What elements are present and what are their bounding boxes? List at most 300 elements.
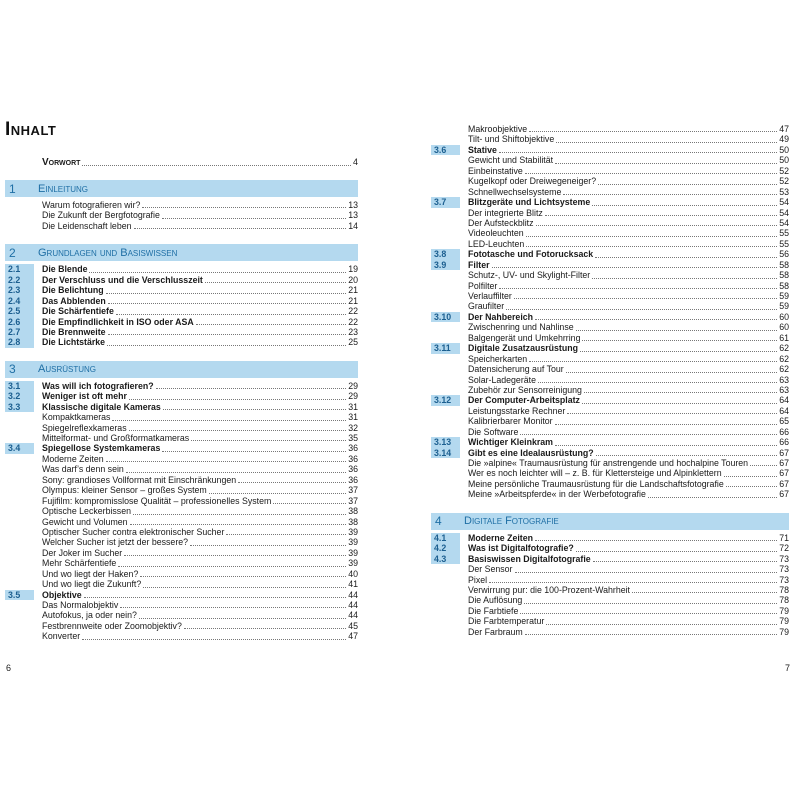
leader-dots [576, 544, 777, 552]
toc-section-row[interactable] [5, 443, 358, 453]
section-number: 3.12 [431, 395, 460, 405]
entry-title: LED-Leuchten [468, 238, 525, 249]
page-ref: 41 [348, 579, 358, 590]
toc-entry-row[interactable] [431, 375, 789, 385]
entry-title: Basiswissen Digitalfotografie [468, 553, 591, 564]
toc-entry-row[interactable] [5, 496, 358, 506]
page-ref: 31 [348, 401, 358, 412]
leader-dots [107, 338, 346, 346]
entry-title: Tilt- und Shiftobjektive [468, 134, 555, 145]
page-ref: 39 [348, 537, 358, 548]
toc-entry-row[interactable] [5, 631, 358, 641]
toc-entry-row[interactable] [431, 239, 789, 249]
page-ref: 53 [779, 186, 789, 197]
page-ref: 73 [779, 574, 789, 585]
leader-dots [584, 385, 777, 393]
section-number: 3.7 [431, 197, 460, 207]
section-number: 3.14 [431, 448, 460, 458]
toc-entry-row[interactable] [431, 468, 789, 478]
entry-title: Klassische digitale Kameras [42, 401, 161, 412]
page-ref: 65 [779, 416, 789, 427]
toc-section-row[interactable] [431, 260, 789, 270]
leader-dots [492, 260, 777, 268]
page-ref: 47 [348, 631, 358, 642]
page-ref: 55 [779, 228, 789, 239]
section-number: 3.3 [5, 402, 34, 412]
toc-section-row[interactable] [431, 448, 789, 458]
toc-section-row[interactable] [431, 249, 789, 259]
leader-dots [648, 490, 777, 498]
leader-dots [82, 158, 351, 166]
page-ref: 31 [348, 412, 358, 423]
entry-title: Schutz-, UV- und Skylight-Filter [468, 270, 591, 281]
section-number: 2.2 [5, 275, 34, 285]
toc-entry-row[interactable] [5, 475, 358, 485]
toc-section-row[interactable] [431, 145, 789, 155]
page-ref: 44 [348, 600, 358, 610]
leader-dots [118, 559, 346, 567]
page-ref: 66 [779, 426, 789, 437]
toc-section-row[interactable] [5, 306, 358, 316]
entry-title: Schnellwechselsysteme [468, 186, 562, 197]
leader-dots [499, 281, 777, 289]
entry-title: Und wo liegt der Haken? [42, 568, 139, 579]
leader-dots [582, 333, 777, 341]
toc-entry-row[interactable] [431, 218, 789, 228]
leader-dots [525, 627, 777, 635]
toc-entry-row[interactable] [431, 458, 789, 468]
toc-entry-row[interactable] [431, 595, 789, 605]
entry-title: Die Belichtung [42, 285, 104, 296]
page-ref: 47 [779, 124, 789, 134]
toc-entry-row[interactable] [431, 489, 789, 499]
section-number: 2.4 [5, 296, 34, 306]
page-ref: 32 [348, 422, 358, 433]
entry-title: Die Empfindlichkeit in ISO oder ASA [42, 316, 194, 327]
entry-title: Zubehör zur Sensorreinigung [468, 384, 582, 395]
toc-entry-row[interactable] [5, 200, 358, 210]
entry-title: Polfilter [468, 280, 498, 291]
toc-entry-row[interactable] [5, 433, 358, 443]
toc-entry-row[interactable] [431, 155, 789, 165]
leader-dots [524, 596, 777, 604]
leader-dots [595, 250, 777, 258]
page-ref: 14 [348, 220, 358, 231]
entry-title: Der Nahbereich [468, 311, 534, 322]
leader-dots [129, 423, 346, 431]
page-ref: 13 [348, 200, 358, 210]
toc-entry-row[interactable] [431, 627, 789, 637]
leader-dots [489, 575, 777, 583]
chapter-heading[interactable] [5, 180, 358, 197]
entry-title: Der Computer-Arbeitsplatz [468, 395, 580, 406]
page-ref: 36 [348, 464, 358, 475]
chapter-title: Einleitung [38, 182, 89, 195]
entry-title: Gibt es eine Idealausrüstung? [468, 447, 594, 458]
leader-dots [598, 177, 777, 185]
entry-title: Datensicherung auf Tour [468, 364, 564, 375]
toc-entry-row[interactable] [431, 354, 789, 364]
entry-title: Die Schärfentiefe [42, 306, 114, 317]
entry-title: Graufilter [468, 301, 505, 312]
toc-entry-row[interactable] [5, 210, 358, 220]
page-ref: 66 [779, 437, 789, 448]
toc-entry-row[interactable] [5, 621, 358, 631]
entry-title: Optische Leckerbissen [42, 506, 131, 517]
toc-section-row[interactable] [5, 296, 358, 306]
leader-dots [156, 381, 346, 389]
leader-dots [139, 611, 346, 619]
toc-section-row[interactable] [5, 317, 358, 327]
page-ref: 38 [348, 506, 358, 517]
leader-dots [134, 221, 347, 229]
entry-title: Die Lichtstärke [42, 337, 106, 348]
toc-section-row[interactable] [431, 197, 789, 207]
leader-dots [529, 124, 777, 132]
leader-dots [273, 496, 346, 504]
toc-entry-row[interactable] [431, 208, 789, 218]
leader-dots [124, 548, 346, 556]
toc-section-row[interactable] [431, 343, 789, 353]
entry-title: Wichtiger Kleinkram [468, 437, 553, 448]
section-number: 3.13 [431, 437, 460, 447]
leader-dots [520, 606, 777, 614]
chapter-number: 2 [9, 245, 16, 260]
foreword-entry[interactable] [42, 157, 358, 168]
section-number: 3.1 [5, 381, 34, 391]
page-ref: 19 [348, 264, 358, 275]
page-ref: 64 [779, 395, 789, 406]
toc-entry-row[interactable] [5, 423, 358, 433]
entry-title: Sony: grandioses Vollformat mit Einschränkungen [42, 474, 237, 485]
leader-dots [120, 600, 346, 608]
page-ref: 20 [348, 274, 358, 285]
page-ref: 22 [348, 306, 358, 317]
entry-title: Die Software [468, 426, 519, 437]
section-number: 3.5 [5, 590, 34, 600]
toc-section-row[interactable] [5, 391, 358, 401]
page-ref: 60 [779, 322, 789, 333]
toc-entry-row[interactable] [431, 134, 789, 144]
leader-dots [593, 554, 777, 562]
page-ref: 58 [779, 270, 789, 281]
leader-dots [566, 365, 777, 373]
toc-entry-row[interactable] [431, 575, 789, 585]
entry-title: Leistungsstarke Rechner [468, 405, 566, 416]
page-ref: 59 [779, 291, 789, 301]
chapter-number: 1 [9, 181, 16, 196]
chapter-heading[interactable] [431, 513, 789, 530]
entry-title: Der Joker im Sucher [42, 547, 123, 558]
leader-dots [130, 517, 346, 525]
leader-dots [726, 479, 777, 487]
entry-title: Die »alpine« Traumausrüstung für anstrengende und hochalpine Touren [468, 458, 749, 468]
toc-section-row[interactable] [5, 327, 358, 337]
entry-title: Die Auflösung [468, 595, 523, 606]
section-number: 4.3 [431, 554, 460, 564]
chapter-title: Ausrüstung [38, 363, 97, 376]
page-ref: 61 [779, 332, 789, 343]
section-number: 3.11 [431, 343, 460, 353]
toc-entry-row[interactable] [5, 412, 358, 422]
entry-title: Mittelformat- und Großformatkameras [42, 433, 190, 443]
entry-title: Und wo liegt die Zukunft? [42, 579, 142, 590]
toc-entry-row[interactable] [431, 416, 789, 426]
page-ref: 67 [779, 468, 789, 479]
toc-entry-row[interactable] [431, 228, 789, 238]
page-ref: 58 [779, 259, 789, 270]
toc-section-row[interactable] [5, 590, 358, 600]
toc-entry-row[interactable] [431, 564, 789, 574]
section-number: 2.1 [5, 264, 34, 274]
page-ref: 36 [348, 443, 358, 454]
leader-dots [82, 632, 346, 640]
toc-entry-row[interactable] [5, 527, 358, 537]
leader-dots [209, 486, 346, 494]
entry-title: Verlauffilter [468, 291, 512, 301]
leader-dots [555, 417, 777, 425]
toc-entry-row[interactable] [431, 333, 789, 343]
toc-entry-row[interactable] [5, 548, 358, 558]
toc-entry-row[interactable] [431, 585, 789, 595]
page-ref: 25 [348, 337, 358, 348]
entry-title: Balgengerät und Umkehrring [468, 332, 581, 343]
toc-entry-row[interactable] [431, 606, 789, 616]
toc-entry-row[interactable] [431, 187, 789, 197]
section-number: 2.7 [5, 327, 34, 337]
chapter-heading[interactable] [5, 244, 358, 261]
leader-dots [535, 533, 777, 541]
entry-title: Die Blende [42, 264, 88, 275]
entry-title: Was will ich fotografieren? [42, 380, 154, 391]
chapter-spacer [5, 231, 358, 244]
leader-dots [89, 265, 346, 273]
toc-entry-row[interactable] [431, 385, 789, 395]
page-ref: 78 [779, 595, 789, 606]
page-ref: 63 [779, 374, 789, 385]
page-ref: 36 [348, 453, 358, 464]
toc-entry-row[interactable] [431, 364, 789, 374]
entry-title: Die Zukunft der Bergfotografie [42, 210, 160, 221]
leader-dots [563, 187, 777, 195]
toc-entry-row[interactable] [431, 406, 789, 416]
entry-title: Zwischenring und Nahlinse [468, 322, 574, 333]
entry-title: Optischer Sucher contra elektronischer Sucher [42, 526, 225, 537]
section-number: 2.5 [5, 306, 34, 316]
leader-dots [205, 275, 346, 283]
leader-dots [520, 427, 777, 435]
leader-dots [535, 312, 777, 320]
entry-title: Der Sensor [468, 564, 513, 575]
leader-dots [133, 507, 346, 515]
section-number: 3.8 [431, 249, 460, 259]
page-ref: 54 [779, 197, 789, 208]
leader-dots [596, 448, 777, 456]
entry-title: Konverter [42, 631, 81, 642]
toc-entry-row[interactable] [5, 454, 358, 464]
leader-dots [112, 413, 346, 421]
page-ref: 56 [779, 249, 789, 260]
toc-entry-row[interactable] [5, 506, 358, 516]
toc-section-row[interactable] [431, 312, 789, 322]
entry-title: Fototasche und Fotorucksack [468, 249, 594, 260]
toc-entry-row[interactable] [431, 479, 789, 489]
entry-title: Der Verschluss und die Verschlusszeit [42, 274, 203, 285]
toc-section-row[interactable] [5, 264, 358, 274]
entry-title: Weniger ist oft mehr [42, 391, 127, 402]
leader-dots [129, 392, 346, 400]
leader-dots [592, 271, 777, 279]
leader-dots [514, 291, 777, 299]
page-ref: 36 [348, 474, 358, 485]
toc-entry-row[interactable] [5, 221, 358, 231]
section-number: 2.6 [5, 317, 34, 327]
section-number: 2.3 [5, 285, 34, 295]
page-ref: 49 [779, 134, 789, 145]
page-ref: 62 [779, 343, 789, 354]
toc-section-row[interactable] [431, 543, 789, 553]
page-ref: 62 [779, 353, 789, 364]
entry-title: Spiegellose Systemkameras [42, 443, 161, 454]
toc-section-row[interactable] [5, 402, 358, 412]
toc-entry-row[interactable] [431, 270, 789, 280]
leader-dots [580, 344, 777, 352]
leader-dots [576, 323, 777, 331]
page-ref: 71 [779, 532, 789, 543]
entry-title: Meine persönliche Traumausrüstung für die Landschaftsfotografie [468, 478, 724, 489]
page-ref: 50 [779, 155, 789, 166]
entry-title: Solar-Ladegeräte [468, 374, 536, 385]
entry-title: Moderne Zeiten [42, 453, 104, 464]
leader-dots [196, 317, 346, 325]
page-ref: 35 [348, 433, 358, 443]
leader-dots [538, 375, 777, 383]
leader-dots [142, 200, 346, 208]
toc-section-row[interactable] [5, 381, 358, 391]
page-ref: 50 [779, 144, 789, 155]
toc-section-row[interactable] [431, 533, 789, 543]
leader-dots [567, 406, 777, 414]
leader-dots [545, 208, 777, 216]
page-ref: 52 [779, 165, 789, 176]
page-ref: 54 [779, 207, 789, 218]
leader-dots [184, 621, 346, 629]
toc-entry-row[interactable] [5, 485, 358, 495]
chapter-spacer [431, 500, 789, 513]
leader-dots [108, 327, 346, 335]
toc-entry-row[interactable] [5, 610, 358, 620]
page-ref: 29 [348, 391, 358, 402]
toc-entry-row[interactable] [5, 600, 358, 610]
page-ref: 39 [348, 547, 358, 558]
leader-dots [140, 569, 346, 577]
toc-entry-row[interactable] [431, 616, 789, 626]
toc-section-row[interactable] [431, 395, 789, 405]
toc-entry-row[interactable] [5, 558, 358, 568]
leader-dots [143, 580, 346, 588]
page-ref: 67 [779, 478, 789, 489]
toc-entry-row[interactable] [431, 124, 789, 134]
leader-dots [592, 198, 777, 206]
section-number: 3.2 [5, 391, 34, 401]
page-ref: 40 [348, 568, 358, 579]
leader-dots [555, 438, 777, 446]
toc-entry-row[interactable] [5, 517, 358, 527]
toc-entry-row[interactable] [431, 166, 789, 176]
leader-dots [556, 135, 777, 143]
section-number: 3.9 [431, 260, 460, 270]
entry-title: Speicherkarten [468, 353, 528, 364]
page-ref: 78 [779, 584, 789, 595]
toc-entry-row[interactable] [5, 569, 358, 579]
toc-section-row[interactable] [5, 285, 358, 295]
toc-entry-row[interactable] [431, 301, 789, 311]
entry-title: Der integrierte Blitz [468, 207, 543, 218]
leader-dots [238, 475, 346, 483]
leader-dots [724, 469, 777, 477]
toc-section-row[interactable] [5, 275, 358, 285]
leader-dots [190, 538, 346, 546]
entry-title: Der Farbraum [468, 626, 523, 637]
leader-dots [108, 296, 346, 304]
toc-entry-row[interactable] [431, 322, 789, 332]
toc-section-row[interactable] [431, 554, 789, 564]
toc-entry-row[interactable] [5, 464, 358, 474]
entry-title: Objektive [42, 589, 82, 600]
toc-entry-row[interactable] [431, 176, 789, 186]
page-ref: 23 [348, 326, 358, 337]
toc-section-row[interactable] [431, 437, 789, 447]
entry-title: Die Brennweite [42, 326, 106, 337]
chapter-number: 4 [435, 514, 442, 529]
page-ref: 37 [348, 485, 358, 496]
entry-title: Einbeinstative [468, 165, 523, 176]
entry-title: Videoleuchten [468, 228, 524, 239]
entry-title: Die Farbtemperatur [468, 616, 545, 627]
page-ref: 44 [348, 589, 358, 600]
leader-dots [191, 433, 346, 441]
page-ref: 79 [779, 616, 789, 627]
foreword-page: 4 [352, 157, 358, 167]
page-ref: 45 [348, 620, 358, 631]
toc-section-row[interactable] [5, 337, 358, 347]
entry-title: Die Leidenschaft leben [42, 220, 132, 231]
chapter-title: Grundlagen und Basiswissen [38, 246, 178, 259]
page-number-left: 6 [6, 663, 12, 673]
toc-entry-row[interactable] [5, 579, 358, 589]
leader-dots [526, 229, 777, 237]
page-ref: 79 [779, 626, 789, 637]
entry-title: Stative [468, 144, 497, 155]
chapter-heading[interactable] [5, 361, 358, 378]
toc-entry-row[interactable] [431, 281, 789, 291]
entry-title: Blitzgeräte und Lichtsysteme [468, 197, 591, 208]
entry-title: Moderne Zeiten [468, 532, 534, 543]
page-ref: 39 [348, 526, 358, 537]
leader-dots [84, 590, 346, 598]
section-number: 4.1 [431, 533, 460, 543]
page-ref: 73 [779, 564, 789, 575]
page-ref: 62 [779, 364, 789, 375]
entry-title: Das Abblenden [42, 295, 106, 306]
toc-entry-row[interactable] [431, 291, 789, 301]
leader-dots [162, 211, 346, 219]
entry-title: Filter [468, 259, 490, 270]
toc-entry-row[interactable] [431, 427, 789, 437]
page-ref: 13 [348, 210, 358, 221]
leader-dots [546, 617, 777, 625]
toc-entry-row[interactable] [5, 537, 358, 547]
